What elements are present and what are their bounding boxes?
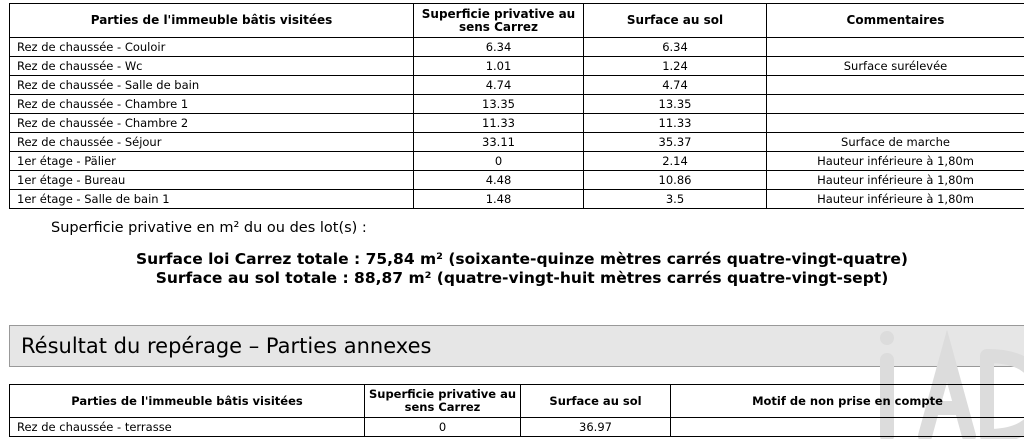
cell-carrez: 11.33 xyxy=(414,114,584,133)
cell-partie: 1er étage - Bureau xyxy=(10,171,414,190)
table-row xyxy=(10,418,1024,437)
header-surface-sol: Surface au sol xyxy=(584,4,767,38)
table-row xyxy=(10,114,1024,133)
table-row xyxy=(10,38,1024,57)
cell-carrez: 0 xyxy=(414,152,584,171)
cell-sol: 1.24 xyxy=(584,57,767,76)
cell-partie: Rez de chaussée - Wc xyxy=(10,57,414,76)
table-row xyxy=(10,95,1024,114)
cell-partie: Rez de chaussée - Chambre 2 xyxy=(10,114,414,133)
cell-partie: Rez de chaussée - Chambre 1 xyxy=(10,95,414,114)
table-header-row xyxy=(10,4,1024,38)
cell-partie: 1er étage - Salle de bain 1 xyxy=(10,190,414,209)
cell-sol: 6.34 xyxy=(584,38,767,57)
cell-commentaire: Hauteur inférieure à 1,80m xyxy=(767,190,1024,209)
cell-partie: Rez de chaussée - Couloir xyxy=(10,38,414,57)
cell-commentaire: Surface surélevée xyxy=(767,57,1024,76)
cell-carrez: 4.48 xyxy=(414,171,584,190)
sol-total: Surface au sol totale : 88,87 m² (quatre-vingt-huit mètres carrés quatre-vingt-sept) xyxy=(155,269,889,287)
header-parties: Parties de l'immeuble bâtis visitées xyxy=(10,385,365,418)
carrez-total: Surface loi Carrez totale : 75,84 m² (soixante-quinze mètres carrés quatre-vingt-quatre) xyxy=(135,250,909,268)
annex-table xyxy=(9,384,1024,437)
cell-sol: 10.86 xyxy=(584,171,767,190)
cell-carrez: 1.01 xyxy=(414,57,584,76)
cell-commentaire: Hauteur inférieure à 1,80m xyxy=(767,152,1024,171)
table-row xyxy=(10,171,1024,190)
cell-commentaire xyxy=(767,38,1024,57)
cell-commentaire: Surface de marche xyxy=(767,133,1024,152)
surfaces-table xyxy=(9,3,1024,209)
cell-sol: 36.97 xyxy=(521,418,671,437)
cell-sol: 35.37 xyxy=(584,133,767,152)
cell-sol: 11.33 xyxy=(584,114,767,133)
cell-commentaire xyxy=(767,76,1024,95)
cell-partie: Rez de chaussée - Salle de bain xyxy=(10,76,414,95)
cell-commentaire: Hauteur inférieure à 1,80m xyxy=(767,171,1024,190)
cell-carrez: 33.11 xyxy=(414,133,584,152)
section-title: Résultat du repérage – Parties annexes xyxy=(21,334,432,358)
cell-sol: 4.74 xyxy=(584,76,767,95)
header-superficie-carrez: Superficie privative au sens Carrez xyxy=(365,385,521,418)
cell-partie: 1er étage - Pälier xyxy=(10,152,414,171)
cell-carrez: 1.48 xyxy=(414,190,584,209)
cell-carrez: 6.34 xyxy=(414,38,584,57)
cell-commentaire xyxy=(767,95,1024,114)
table-header-row xyxy=(10,385,1024,418)
cell-carrez: 13.35 xyxy=(414,95,584,114)
cell-partie: Rez de chaussée - terrasse xyxy=(10,418,365,437)
cell-carrez: 4.74 xyxy=(414,76,584,95)
summary-label: Superficie privative en m² du ou des lot(s) : xyxy=(51,220,367,236)
table-row xyxy=(10,76,1024,95)
table-row xyxy=(10,152,1024,171)
header-superficie-carrez: Superficie privative au sens Carrez xyxy=(414,4,584,38)
header-motif: Motif de non prise en compte xyxy=(671,385,1024,418)
table-row xyxy=(10,190,1024,209)
cell-sol: 3.5 xyxy=(584,190,767,209)
header-parties: Parties de l'immeuble bâtis visitées xyxy=(10,4,414,38)
table-row xyxy=(10,57,1024,76)
header-surface-sol: Surface au sol xyxy=(521,385,671,418)
cell-sol: 2.14 xyxy=(584,152,767,171)
cell-sol: 13.35 xyxy=(584,95,767,114)
table-row xyxy=(10,133,1024,152)
header-commentaires: Commentaires xyxy=(767,4,1024,38)
cell-commentaire xyxy=(767,114,1024,133)
cell-carrez: 0 xyxy=(365,418,521,437)
cell-motif xyxy=(671,418,1024,437)
cell-partie: Rez de chaussée - Séjour xyxy=(10,133,414,152)
